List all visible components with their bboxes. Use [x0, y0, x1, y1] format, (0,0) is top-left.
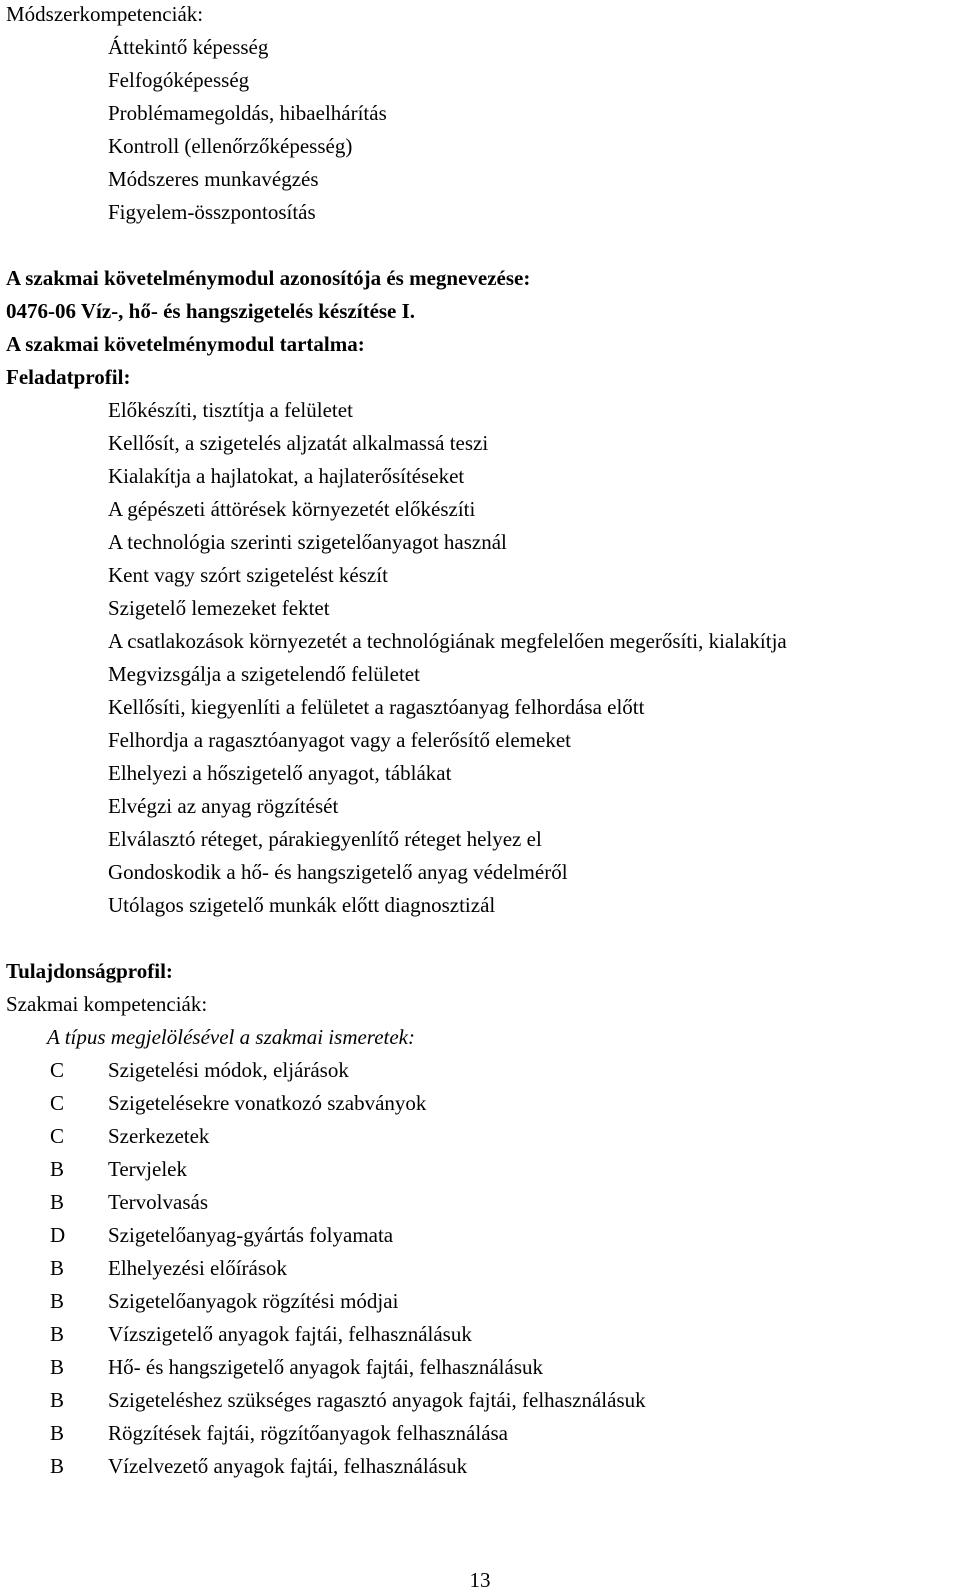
- item-text: Tervjelek: [108, 1157, 187, 1181]
- list-item: Utólagos szigetelő munkák előtt diagnosztizál: [108, 893, 496, 917]
- grade-label: C: [50, 1124, 65, 1148]
- list-item: Kellősíti, kiegyenlíti a felületet a ragasztóanyag felhordása előtt: [108, 695, 645, 719]
- item-text: Szigeteléshez szükséges ragasztó anyagok fajtái, felhasználásuk: [108, 1388, 646, 1412]
- list-item: Gondoskodik a hő- és hangszigetelő anyag védelméről: [108, 860, 568, 884]
- list-item: Figyelem-összpontosítás: [108, 200, 316, 224]
- list-item: Áttekintő képesség: [108, 35, 269, 59]
- list-item: Felhordja a ragasztóanyagot vagy a felerősítő elemeket: [108, 728, 571, 752]
- list-item: A csatlakozások környezetét a technológiának megfelelően megerősíti, kialakítja: [108, 629, 787, 653]
- item-text: Szigetelési módok, eljárások: [108, 1058, 349, 1082]
- list-item: Kellősít, a szigetelés aljzatát alkalmassá teszi: [108, 431, 489, 455]
- tipus-note: A típus megjelölésével a szakmai ismeretek:: [47, 1025, 415, 1049]
- item-text: Elhelyezési előírások: [108, 1256, 288, 1280]
- item-text: Vízelvezető anyagok fajtái, felhasználásuk: [108, 1454, 468, 1478]
- item-text: Tervolvasás: [108, 1190, 208, 1214]
- grade-label: B: [50, 1256, 65, 1280]
- tulajdonsagprofil-heading: Tulajdonságprofil:: [6, 959, 173, 983]
- szakmai-kompetenciak-heading: Szakmai kompetenciák:: [6, 992, 208, 1016]
- item-text: Vízszigetelő anyagok fajtái, felhasználásuk: [108, 1322, 472, 1346]
- feladatprofil-heading: Feladatprofil:: [6, 365, 131, 389]
- list-item: Kialakítja a hajlatokat, a hajlaterősítéseket: [108, 464, 465, 488]
- grade-label: D: [50, 1223, 66, 1247]
- list-item: Kontroll (ellenőrzőképesség): [108, 134, 353, 158]
- list-item: Előkészíti, tisztítja a felületet: [108, 398, 353, 422]
- grade-label: B: [50, 1289, 65, 1313]
- list-item: Szigetelő lemezeket fektet: [108, 596, 330, 620]
- grade-label: C: [50, 1091, 65, 1115]
- grade-label: B: [50, 1421, 65, 1445]
- list-item: Felfogóképesség: [108, 68, 250, 92]
- list-item: Elválasztó réteget, párakiegyenlítő réteget helyez el: [108, 827, 542, 851]
- item-text: Szigetelésekre vonatkozó szabványok: [108, 1091, 427, 1115]
- list-item: Kent vagy szórt szigetelést készít: [108, 563, 388, 587]
- list-item: A technológia szerinti szigetelőanyagot használ: [108, 530, 507, 554]
- item-text: Szerkezetek: [108, 1124, 210, 1148]
- grade-label: B: [50, 1322, 65, 1346]
- item-text: Szigetelőanyagok rögzítési módjai: [108, 1289, 399, 1313]
- grade-label: B: [50, 1190, 65, 1214]
- list-item: Elhelyezi a hőszigetelő anyagot, táblákat: [108, 761, 452, 785]
- item-text: Szigetelőanyag-gyártás folyamata: [108, 1223, 394, 1247]
- item-text: Rögzítések fajtái, rögzítőanyagok felhasználása: [108, 1421, 509, 1445]
- grade-label: B: [50, 1157, 65, 1181]
- modul-content-heading: A szakmai követelménymodul tartalma:: [6, 332, 365, 356]
- grade-label: C: [50, 1058, 65, 1082]
- grade-label: B: [50, 1454, 65, 1478]
- grade-label: B: [50, 1388, 65, 1412]
- list-item: Elvégzi az anyag rögzítését: [108, 794, 339, 818]
- modul-id-heading: A szakmai követelménymodul azonosítója és megnevezése:: [6, 266, 531, 290]
- list-item: A gépészeti áttörések környezetét előkészíti: [108, 497, 476, 521]
- list-item: Problémamegoldás, hibaelhárítás: [108, 101, 387, 125]
- list-item: Megvizsgálja a szigetelendő felületet: [108, 662, 420, 686]
- item-text: Hő- és hangszigetelő anyagok fajtái, felhasználásuk: [108, 1355, 544, 1379]
- modul-id-value: 0476-06 Víz-, hő- és hangszigetelés készítése I.: [6, 299, 416, 323]
- list-item: Módszeres munkavégzés: [108, 167, 319, 191]
- grade-label: B: [50, 1355, 65, 1379]
- modszer-heading: Módszerkompetenciák:: [6, 2, 204, 26]
- page-number: 13: [469, 1568, 491, 1592]
